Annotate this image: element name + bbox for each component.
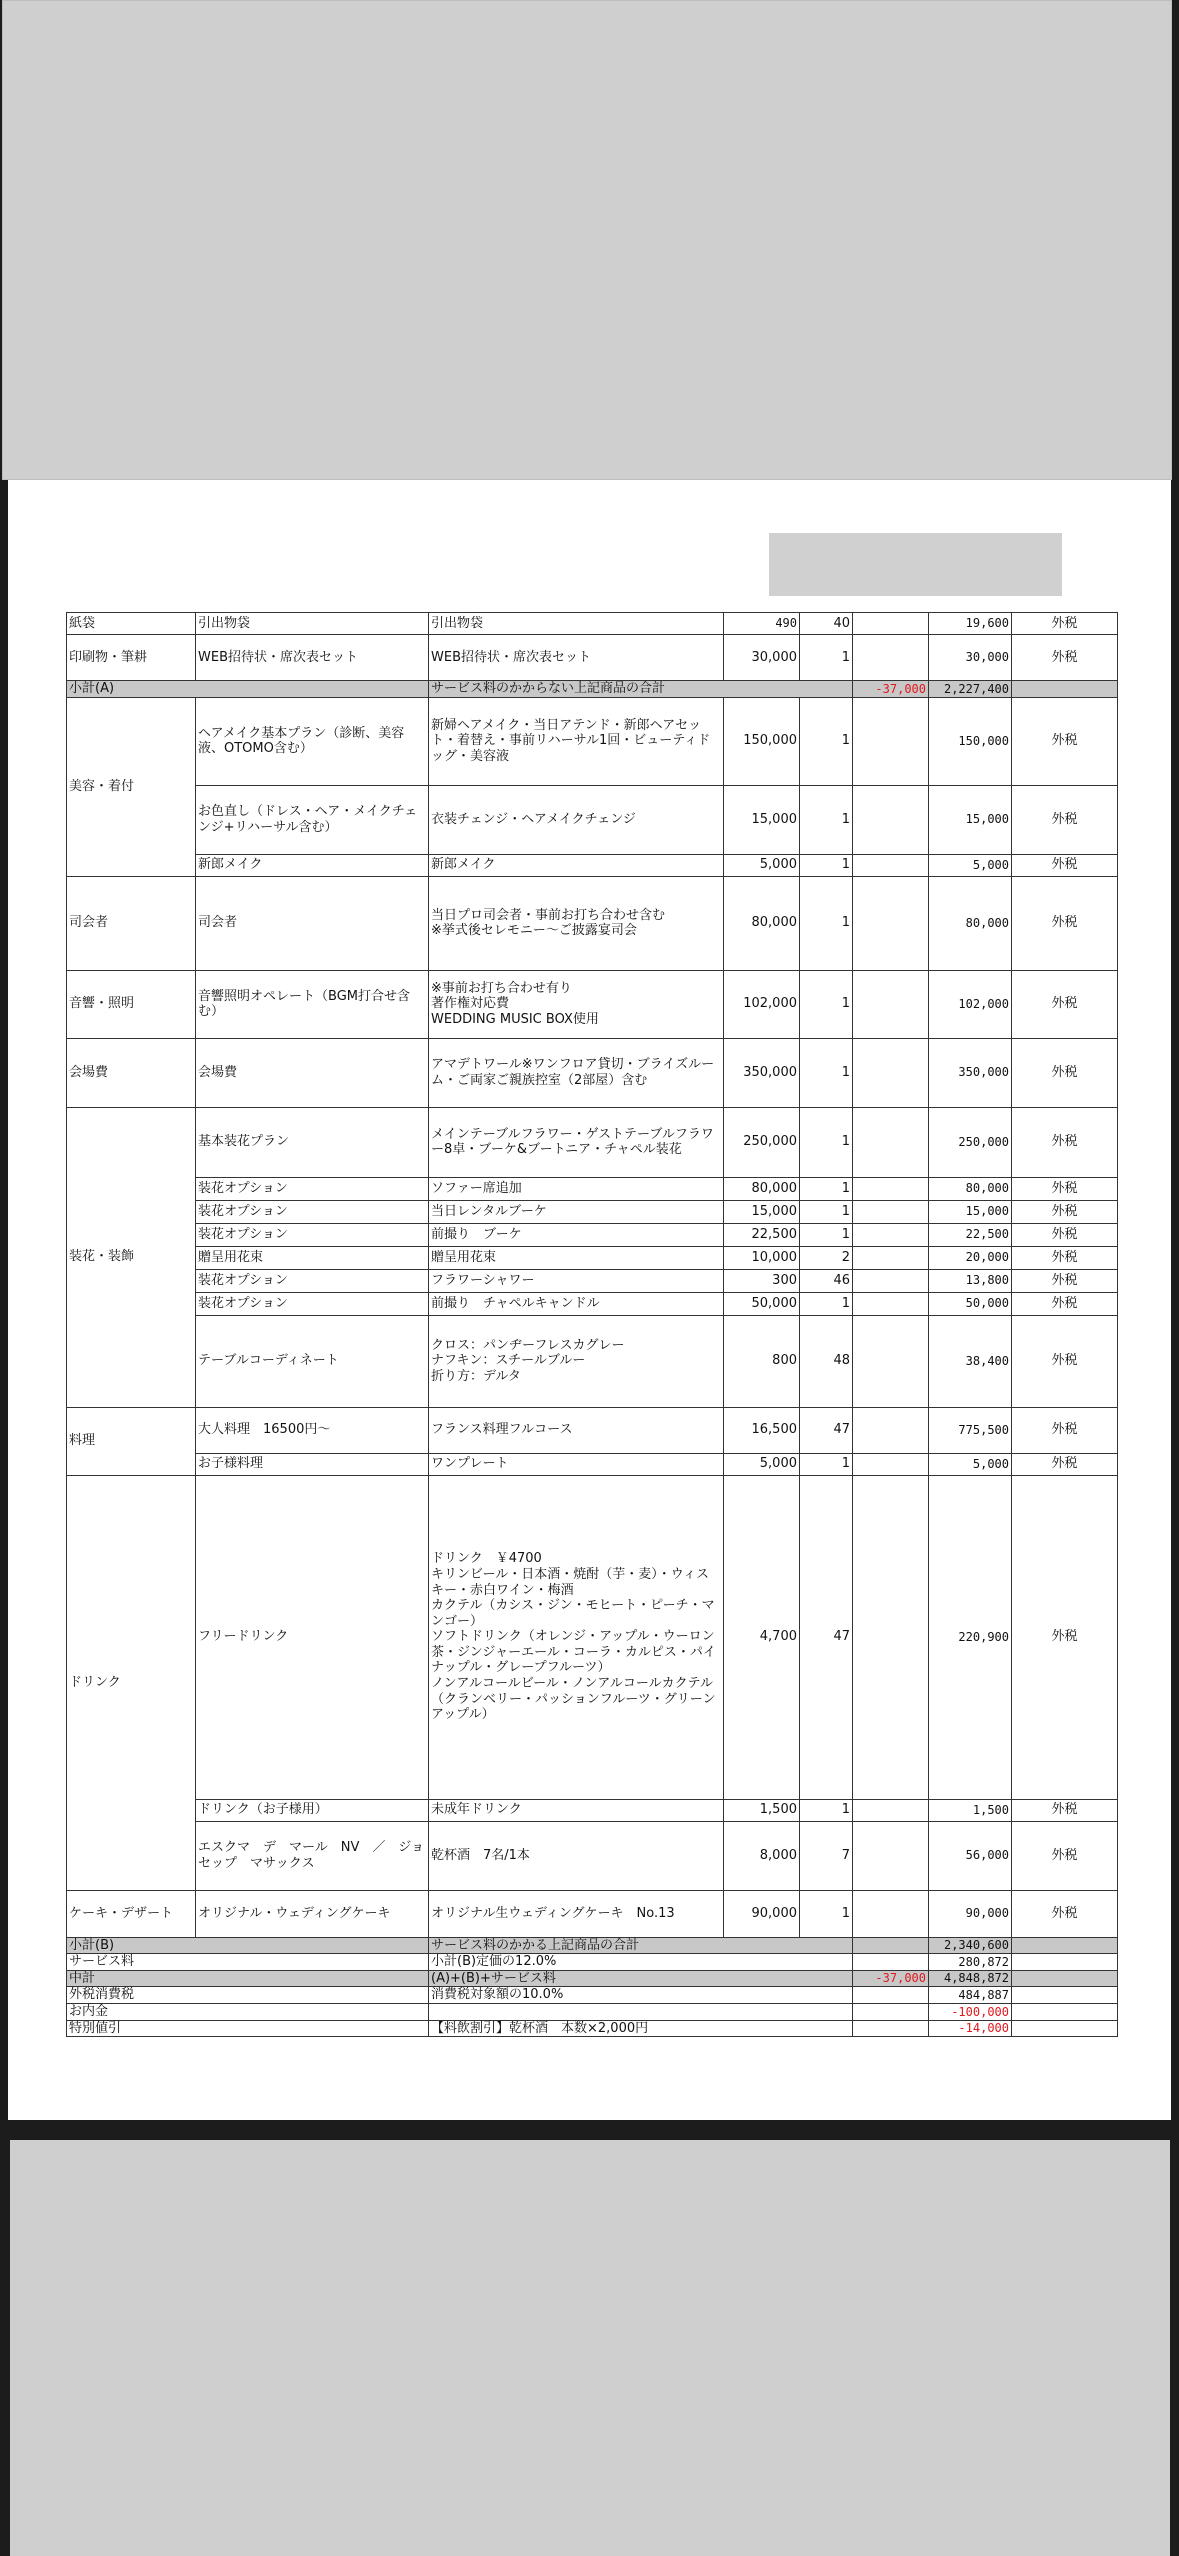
total-label: お内金: [67, 2003, 429, 2020]
total-label: 外税消費税: [67, 1987, 429, 2004]
tax-type-cell: 外税: [1012, 1821, 1118, 1890]
unit-price-cell: 22,500: [724, 1223, 800, 1246]
tax-type-cell: 外税: [1012, 1799, 1118, 1821]
tax-type-cell: 外税: [1012, 785, 1118, 854]
tax-type-cell: 外税: [1012, 635, 1118, 681]
discount-cell: [853, 876, 929, 970]
item-name-cell: エスクマ デ マール NV ／ ジョセップ マサックス: [196, 1821, 429, 1890]
item-name-cell: 装花オプション: [196, 1177, 429, 1200]
quantity-cell: 7: [800, 1821, 853, 1890]
discount-cell: [853, 1407, 929, 1453]
total-tax-cell: [1012, 2003, 1118, 2020]
tax-type-cell: 外税: [1012, 1269, 1118, 1292]
item-name-cell: 新郎メイク: [196, 854, 429, 876]
item-name-cell: ドリンク（お子様用）: [196, 1799, 429, 1821]
total-tax-cell: [1012, 2020, 1118, 2037]
item-description-cell: ドリンク ￥4700 キリンビール・日本酒・焼酎（芋・麦）・ウィスキー・赤白ワイン・梅酒 カクテル（カシス・ジン・モヒート・ピーチ・マンゴー） ソフトドリンク（オレンジ・アップル・ウーロン茶・ジンジャーエール・コーラ・カルピス・パイナップル・グレープフルーツ） ノンアルコールビール・ノンアルコールカクテル（クランベリー・パッションフルーツ・グリーンアップル）: [429, 1475, 724, 1799]
quantity-cell: 1: [800, 1177, 853, 1200]
unit-price-cell: 102,000: [724, 970, 800, 1038]
total-discount: [853, 2020, 929, 2037]
quantity-cell: 1: [800, 1107, 853, 1177]
quantity-cell: 1: [800, 1038, 853, 1107]
tax-type-cell: 外税: [1012, 1246, 1118, 1269]
item-name-cell: オリジナル・ウェディングケーキ: [196, 1890, 429, 1937]
table-row: [67, 1821, 1118, 1890]
total-desc: 消費税対象額の10.0%: [429, 1987, 853, 2004]
total-desc: 小計(B)定価の12.0%: [429, 1954, 853, 1971]
amount-cell: 80,000: [929, 1177, 1012, 1200]
table-row: [67, 1200, 1118, 1223]
discount-cell: [853, 697, 929, 785]
quantity-cell: 1: [800, 697, 853, 785]
unit-price-cell: 16,500: [724, 1407, 800, 1453]
amount-cell: 250,000: [929, 1107, 1012, 1177]
item-description-cell: ワンプレート: [429, 1453, 724, 1475]
tax-type-cell: 外税: [1012, 1038, 1118, 1107]
total-row-middle: [67, 1970, 1118, 1987]
table-row: [67, 970, 1118, 1038]
estimate-page: [8, 480, 1171, 2120]
item-description-cell: 当日レンタルブーケ: [429, 1200, 724, 1223]
table-row: [67, 635, 1118, 681]
item-description-cell: フランス料理フルコース: [429, 1407, 724, 1453]
item-description-cell: 当日プロ司会者・事前お打ち合わせ含む ※挙式後セレモニー〜ご披露宴司会: [429, 876, 724, 970]
item-description-cell: ※事前お打ち合わせ有り 著作権対応費 WEDDING MUSIC BOX使用: [429, 970, 724, 1038]
quantity-cell: 1: [800, 1453, 853, 1475]
amount-cell: 20,000: [929, 1246, 1012, 1269]
item-name-cell: テーブルコーディネート: [196, 1315, 429, 1407]
quantity-cell: 2: [800, 1246, 853, 1269]
table-row: [67, 1407, 1118, 1453]
item-description-cell: 衣装チェンジ・ヘアメイクチェンジ: [429, 785, 724, 854]
quantity-cell: 40: [800, 613, 853, 635]
table-row: [67, 1177, 1118, 1200]
table-row: [67, 1475, 1118, 1799]
category-cell: ケーキ・デザート: [67, 1890, 196, 1937]
amount-cell: 90,000: [929, 1890, 1012, 1937]
subtotal-discount: -37,000: [853, 681, 929, 698]
table-row: [67, 1890, 1118, 1937]
item-name-cell: フリードリンク: [196, 1475, 429, 1799]
total-amount: 2,340,600: [929, 1937, 1012, 1954]
discount-cell: [853, 1315, 929, 1407]
tax-type-cell: 外税: [1012, 1890, 1118, 1937]
total-desc: 【料飲割引】乾杯酒 本数×2,000円: [429, 2020, 853, 2037]
category-cell: ドリンク: [67, 1475, 196, 1890]
total-discount: [853, 1987, 929, 2004]
item-description-cell: 贈呈用花束: [429, 1246, 724, 1269]
tax-type-cell: 外税: [1012, 1292, 1118, 1315]
unit-price-cell: 80,000: [724, 876, 800, 970]
discount-cell: [853, 854, 929, 876]
table-row: [67, 1292, 1118, 1315]
redacted-header-area: [2, 0, 1172, 480]
unit-price-cell: 5,000: [724, 1453, 800, 1475]
item-name-cell: 装花オプション: [196, 1292, 429, 1315]
total-tax-cell: [1012, 1954, 1118, 1971]
table-row: [67, 1799, 1118, 1821]
amount-cell: 102,000: [929, 970, 1012, 1038]
category-cell: 装花・装飾: [67, 1107, 196, 1407]
total-label: 特別値引: [67, 2020, 429, 2037]
amount-cell: 80,000: [929, 876, 1012, 970]
discount-cell: [853, 970, 929, 1038]
discount-cell: [853, 1890, 929, 1937]
amount-cell: 38,400: [929, 1315, 1012, 1407]
table-row: [67, 1038, 1118, 1107]
quantity-cell: 1: [800, 1292, 853, 1315]
quantity-cell: 47: [800, 1407, 853, 1453]
discount-cell: [853, 1246, 929, 1269]
discount-cell: [853, 1200, 929, 1223]
amount-cell: 50,000: [929, 1292, 1012, 1315]
unit-price-cell: 490: [724, 613, 800, 635]
item-description-cell: メインテーブルフラワー・ゲストテーブルフラワー8卓・ブーケ&ブートニア・チャペル装花: [429, 1107, 724, 1177]
tax-type-cell: 外税: [1012, 1407, 1118, 1453]
category-cell: 美容・着付: [67, 697, 196, 876]
total-label: 小計(B): [67, 1937, 429, 1954]
total-desc: [429, 2003, 853, 2020]
quantity-cell: 1: [800, 1200, 853, 1223]
unit-price-cell: 30,000: [724, 635, 800, 681]
item-description-cell: 新婦ヘアメイク・当日アテンド・新郎ヘアセット・着替え・事前リハーサル1回・ビューティドッグ・美容液: [429, 697, 724, 785]
amount-cell: 220,900: [929, 1475, 1012, 1799]
total-amount: 484,887: [929, 1987, 1012, 2004]
table-row: [67, 854, 1118, 876]
quantity-cell: 1: [800, 635, 853, 681]
subtotal-label: 小計(A): [67, 681, 429, 698]
item-description-cell: 前撮り チャペルキャンドル: [429, 1292, 724, 1315]
quantity-cell: 1: [800, 876, 853, 970]
item-name-cell: 大人料理 16500円〜: [196, 1407, 429, 1453]
tax-type-cell: 外税: [1012, 697, 1118, 785]
quantity-cell: 47: [800, 1475, 853, 1799]
item-description-cell: フラワーシャワー: [429, 1269, 724, 1292]
amount-cell: 30,000: [929, 635, 1012, 681]
unit-price-cell: 800: [724, 1315, 800, 1407]
amount-cell: 1,500: [929, 1799, 1012, 1821]
tax-type-cell: 外税: [1012, 876, 1118, 970]
tax-type-cell: 外税: [1012, 1177, 1118, 1200]
total-row-service: [67, 1954, 1118, 1971]
unit-price-cell: 350,000: [724, 1038, 800, 1107]
unit-price-cell: 5,000: [724, 854, 800, 876]
item-description-cell: オリジナル生ウェディングケーキ No.13: [429, 1890, 724, 1937]
table-row: [67, 1315, 1118, 1407]
table-row: [67, 1269, 1118, 1292]
category-cell: 音響・照明: [67, 970, 196, 1038]
table-row: [67, 1223, 1118, 1246]
redacted-stamp-box: [769, 533, 1062, 596]
quantity-cell: 1: [800, 970, 853, 1038]
unit-price-cell: 300: [724, 1269, 800, 1292]
item-name-cell: 引出物袋: [196, 613, 429, 635]
table-row: [67, 1453, 1118, 1475]
tax-type-cell: 外税: [1012, 1475, 1118, 1799]
total-discount: -37,000: [853, 1970, 929, 1987]
table-row: [67, 876, 1118, 970]
tax-type-cell: 外税: [1012, 854, 1118, 876]
discount-cell: [853, 1269, 929, 1292]
unit-price-cell: 90,000: [724, 1890, 800, 1937]
total-tax-cell: [1012, 1970, 1118, 1987]
table-row: [67, 613, 1118, 635]
category-cell: 司会者: [67, 876, 196, 970]
unit-price-cell: 10,000: [724, 1246, 800, 1269]
quantity-cell: 46: [800, 1269, 853, 1292]
amount-cell: 13,800: [929, 1269, 1012, 1292]
discount-cell: [853, 613, 929, 635]
discount-cell: [853, 1292, 929, 1315]
item-description-cell: 引出物袋: [429, 613, 724, 635]
item-description-cell: 乾杯酒 7名/1本: [429, 1821, 724, 1890]
total-discount: [853, 2003, 929, 2020]
category-cell: 会場費: [67, 1038, 196, 1107]
amount-cell: 350,000: [929, 1038, 1012, 1107]
item-description-cell: クロス：パンヂーフレスカグレー ナフキン：スチールブルー 折り方：デルタ: [429, 1315, 724, 1407]
tax-type-cell: 外税: [1012, 970, 1118, 1038]
amount-cell: 15,000: [929, 1200, 1012, 1223]
item-description-cell: 未成年ドリンク: [429, 1799, 724, 1821]
amount-cell: 775,500: [929, 1407, 1012, 1453]
item-name-cell: 装花オプション: [196, 1223, 429, 1246]
quantity-cell: 1: [800, 854, 853, 876]
subtotal-tax-cell: [1012, 681, 1118, 698]
item-description-cell: ソファー席追加: [429, 1177, 724, 1200]
unit-price-cell: 1,500: [724, 1799, 800, 1821]
total-amount: 280,872: [929, 1954, 1012, 1971]
item-description-cell: 前撮り ブーケ: [429, 1223, 724, 1246]
amount-cell: 5,000: [929, 1453, 1012, 1475]
unit-price-cell: 250,000: [724, 1107, 800, 1177]
item-name-cell: 司会者: [196, 876, 429, 970]
subtotal-a-row: [67, 681, 1118, 698]
tax-type-cell: 外税: [1012, 1107, 1118, 1177]
quantity-cell: 1: [800, 1223, 853, 1246]
item-name-cell: 装花オプション: [196, 1269, 429, 1292]
item-name-cell: ヘアメイク基本プラン（診断、美容液、OTOMO含む）: [196, 697, 429, 785]
redacted-footer-area: [10, 2140, 1170, 2556]
amount-cell: 19,600: [929, 613, 1012, 635]
total-row-deposit: [67, 2003, 1118, 2020]
unit-price-cell: 8,000: [724, 1821, 800, 1890]
item-name-cell: 装花オプション: [196, 1200, 429, 1223]
discount-cell: [853, 1475, 929, 1799]
total-desc: サービス料のかかる上記商品の合計: [429, 1937, 853, 1954]
discount-cell: [853, 1799, 929, 1821]
item-name-cell: WEB招待状・席次表セット: [196, 635, 429, 681]
total-discount: [853, 1937, 929, 1954]
quantity-cell: 1: [800, 785, 853, 854]
total-row-special: [67, 2020, 1118, 2037]
total-amount: -14,000: [929, 2020, 1012, 2037]
amount-cell: 150,000: [929, 697, 1012, 785]
amount-cell: 5,000: [929, 854, 1012, 876]
total-desc: (A)+(B)+サービス料: [429, 1970, 853, 1987]
amount-cell: 22,500: [929, 1223, 1012, 1246]
tax-type-cell: 外税: [1012, 1223, 1118, 1246]
estimate-table: [66, 612, 1118, 2037]
subtotal-amount: 2,227,400: [929, 681, 1012, 698]
amount-cell: 15,000: [929, 785, 1012, 854]
item-description-cell: 新郎メイク: [429, 854, 724, 876]
amount-cell: 56,000: [929, 1821, 1012, 1890]
total-label: 中計: [67, 1970, 429, 1987]
total-tax-cell: [1012, 1987, 1118, 2004]
tax-type-cell: 外税: [1012, 1453, 1118, 1475]
quantity-cell: 1: [800, 1890, 853, 1937]
table-row: [67, 697, 1118, 785]
unit-price-cell: 15,000: [724, 1200, 800, 1223]
item-name-cell: 基本装花プラン: [196, 1107, 429, 1177]
discount-cell: [853, 1223, 929, 1246]
unit-price-cell: 15,000: [724, 785, 800, 854]
category-cell: 印刷物・筆耕: [67, 635, 196, 681]
discount-cell: [853, 1177, 929, 1200]
tax-type-cell: 外税: [1012, 613, 1118, 635]
unit-price-cell: 80,000: [724, 1177, 800, 1200]
table-row: [67, 1107, 1118, 1177]
discount-cell: [853, 1107, 929, 1177]
discount-cell: [853, 1453, 929, 1475]
item-name-cell: お子様料理: [196, 1453, 429, 1475]
unit-price-cell: 150,000: [724, 697, 800, 785]
total-row-tax: [67, 1987, 1118, 2004]
discount-cell: [853, 1038, 929, 1107]
tax-type-cell: 外税: [1012, 1200, 1118, 1223]
subtotal-desc: サービス料のかからない上記商品の合計: [429, 681, 853, 698]
discount-cell: [853, 635, 929, 681]
total-amount: 4,848,872: [929, 1970, 1012, 1987]
total-amount: -100,000: [929, 2003, 1012, 2020]
item-name-cell: 贈呈用花束: [196, 1246, 429, 1269]
table-row: [67, 785, 1118, 854]
item-name-cell: 会場費: [196, 1038, 429, 1107]
quantity-cell: 1: [800, 1799, 853, 1821]
item-description-cell: アマデトワール※ワンフロア貸切・ブライズルーム・ご両家ご親族控室（2部屋）含む: [429, 1038, 724, 1107]
total-row-subB: [67, 1937, 1118, 1954]
total-tax-cell: [1012, 1937, 1118, 1954]
category-cell: 料理: [67, 1407, 196, 1475]
unit-price-cell: 4,700: [724, 1475, 800, 1799]
discount-cell: [853, 1821, 929, 1890]
quantity-cell: 48: [800, 1315, 853, 1407]
item-name-cell: お色直し（ドレス・ヘア・メイクチェンジ+リハーサル含む）: [196, 785, 429, 854]
category-cell: 紙袋: [67, 613, 196, 635]
unit-price-cell: 50,000: [724, 1292, 800, 1315]
total-discount: [853, 1954, 929, 1971]
item-name-cell: 音響照明オペレート（BGM打合せ含む）: [196, 970, 429, 1038]
item-description-cell: WEB招待状・席次表セット: [429, 635, 724, 681]
discount-cell: [853, 785, 929, 854]
total-label: サービス料: [67, 1954, 429, 1971]
tax-type-cell: 外税: [1012, 1315, 1118, 1407]
table-row: [67, 1246, 1118, 1269]
